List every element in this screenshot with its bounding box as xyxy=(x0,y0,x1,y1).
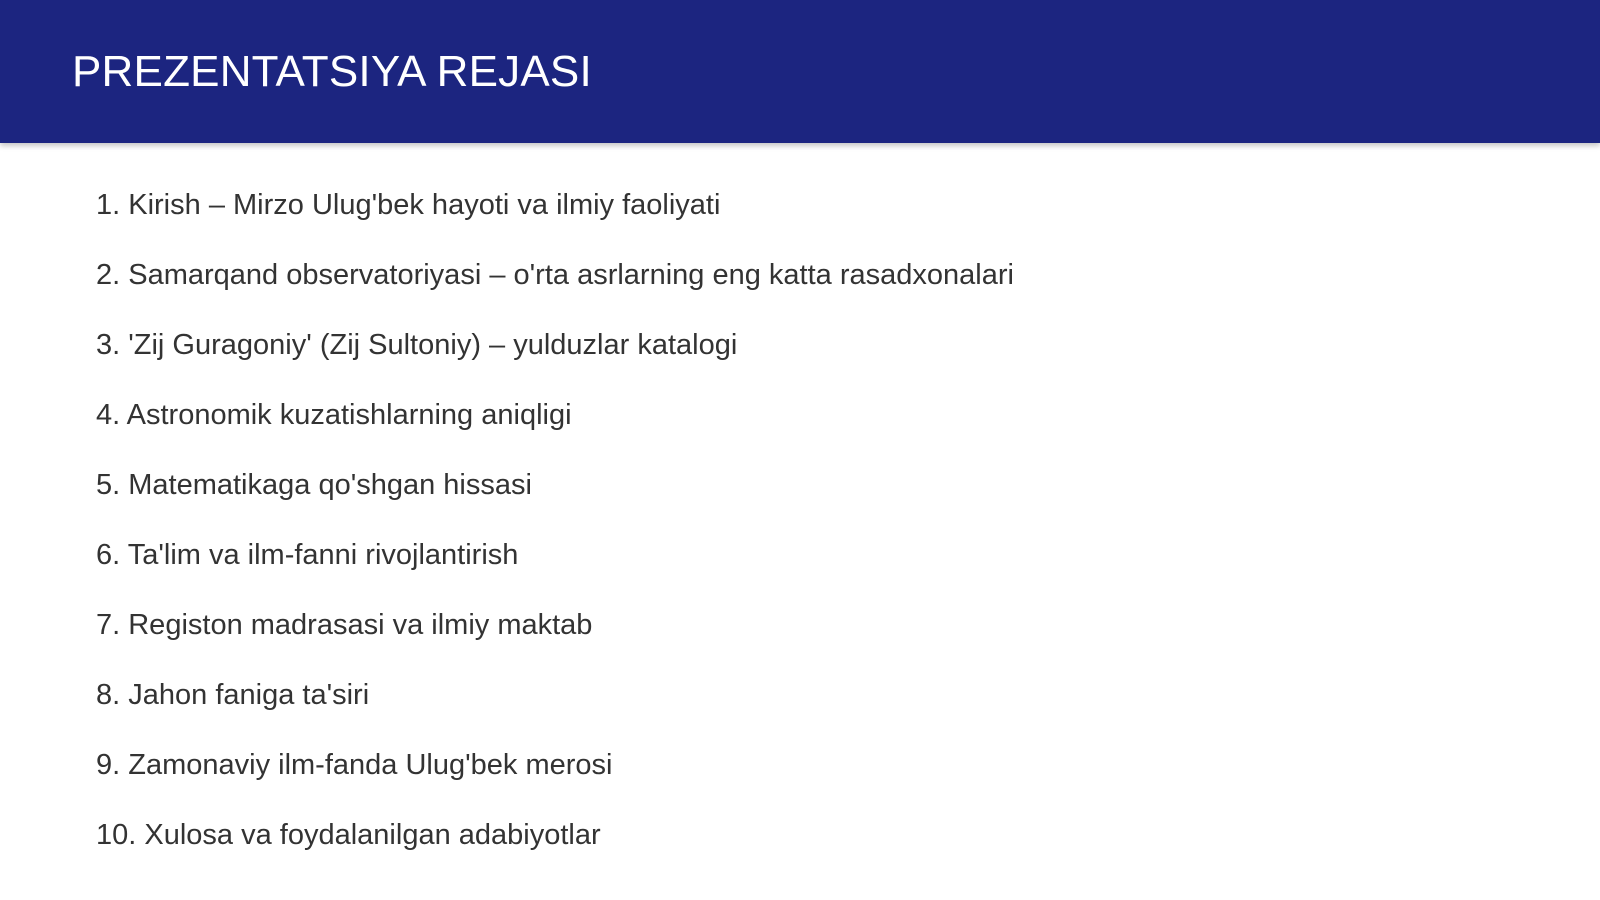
slide-title: PREZENTATSIYA REJASI xyxy=(72,47,592,96)
agenda-item-3: 3. 'Zij Guragoniy' (Zij Sultoniy) – yulduzlar katalogi xyxy=(96,329,738,361)
agenda-item-2: 2. Samarqand observatoriyasi – o'rta asrlarning eng katta rasadxonalari xyxy=(96,259,1014,291)
agenda-item-10: 10. Xulosa va foydalanilgan adabiyotlar xyxy=(96,819,601,851)
agenda-item-6: 6. Ta'lim va ilm-fanni rivojlantirish xyxy=(96,539,519,571)
agenda-item-8: 8. Jahon faniga ta'siri xyxy=(96,679,370,711)
slide-header-bar xyxy=(0,0,1600,143)
agenda-item-5: 5. Matematikaga qo'shgan hissasi xyxy=(96,469,532,501)
agenda-item-4: 4. Astronomik kuzatishlarning aniqligi xyxy=(96,399,572,431)
agenda-list xyxy=(96,187,1014,887)
agenda-item-7: 7. Registon madrasasi va ilmiy maktab xyxy=(96,609,593,641)
agenda-item-1: 1. Kirish – Mirzo Ulug'bek hayoti va ilmiy faoliyati xyxy=(96,189,721,221)
agenda-item-9: 9. Zamonaviy ilm-fanda Ulug'bek merosi xyxy=(96,749,613,781)
